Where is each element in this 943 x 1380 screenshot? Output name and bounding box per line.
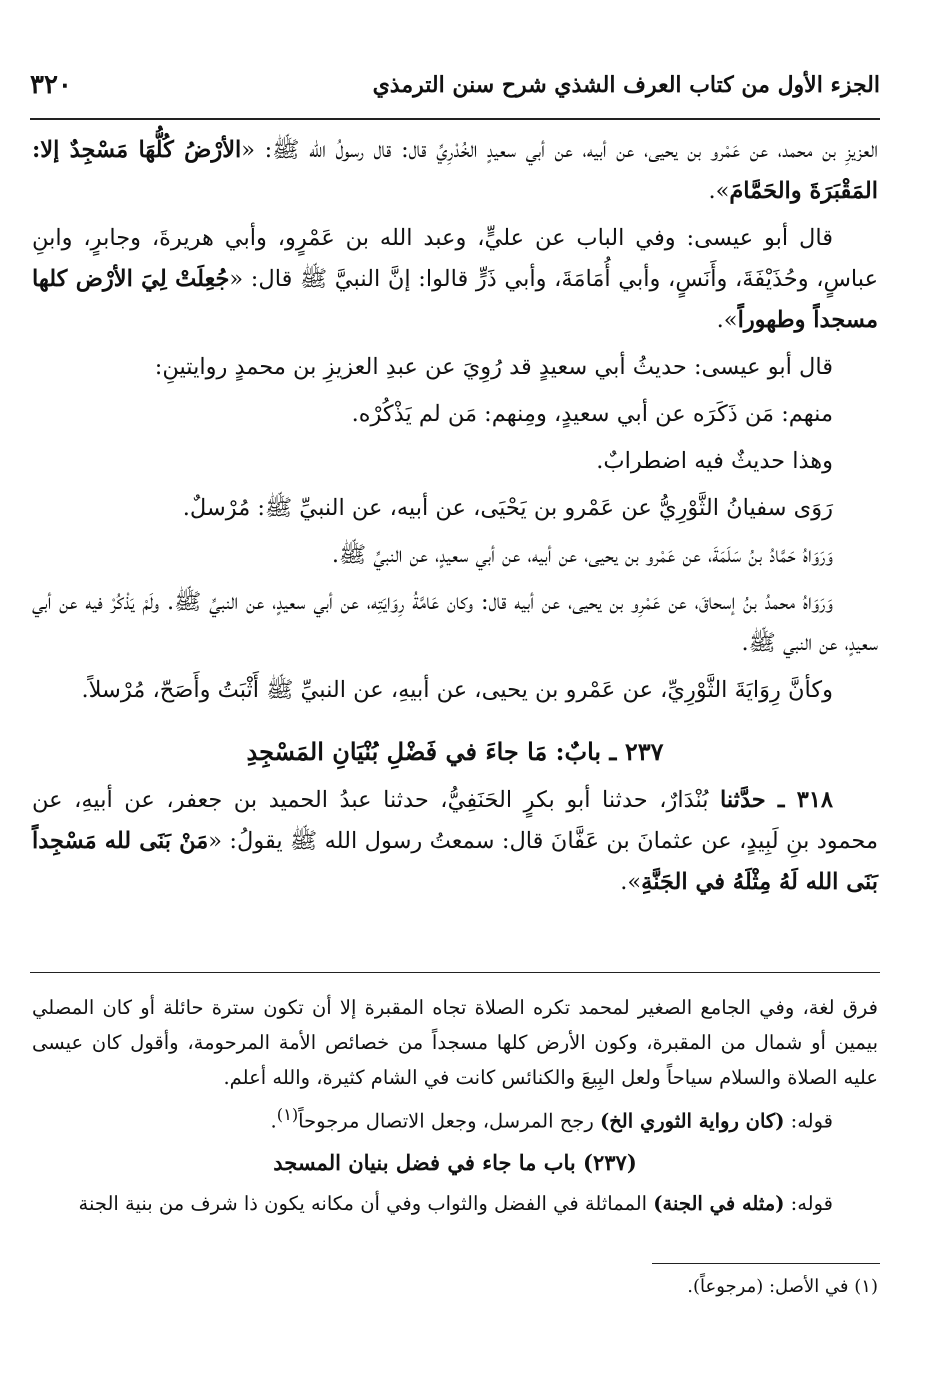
commentary-paragraph: قوله: (كان رواية الثوري الخ) رجح المرسل، وجعل الاتصال مرجوحاً$^{(١)}$. [270,1105,833,1133]
commentary-paragraph: فرق لغة، وفي الجامع الصغير لمحمد تكره الصلاة تجاه المقبرة إلا أن تكون سترة حائلة أو كان المصلي بيمين أو شمال من المقبرة، وكون الأرض كلها مسجداً من خصائص الأمة المرحومة، وأقول كان عيسى عليه الصلاة والسلام سياحاً ولعل البِيعَ والكنائس كانت في الشام كثيرة، والله أعلم. [32,996,878,1089]
footnote-marker[interactable]: (١) [276,1105,299,1124]
main-text [32,130,878,909]
hadith-number: ٣١٨ ـ حدَّثنا [720,787,833,813]
footnotes [32,1272,878,1302]
paragraph-thawri: رَوَى سفيانُ الثَّوْرِيُّ عن عَمْرو بن يَحْيَى، عن أبيه، عن النبيِّ ﷺ: مُرْسلٌ. [182,495,833,521]
hadith-matn: مَنْ بَنَى لله مَسْجِداً بَنَى الله لَهُ مِثْلَهُ في الجَنَّةِ [32,828,878,895]
chapter-heading: ٢٣٧ ـ بابٌ: مَا جاءَ في فَضْلِ بُنْيَانِ المَسْجِدِ [246,737,664,766]
page-number: ٣٢٠ [30,70,72,100]
paragraph-minhum: منهم: مَن ذَكَرَه عن أبي سعيدٍ، ومِنهم: مَن لم يَذْكُرْه. [351,401,833,427]
running-title: الجزء الأول من كتاب العرف الشذي شرح سنن الترمذي [372,72,880,98]
paragraph-hadith-continuation: العزيزِ بن محمد، عن عَمْرو بن يحيى، عن أبيه، عن أبي سعيدٍ الخُدْرِيِّ قال: قال رسولُ الله ﷺ: «الأرْضُ كُلُّهَا مَسْجِدٌ إلا: المَقْبَرَةَ والحَمَّامَ». [32,137,878,204]
paragraph-bab-references: قال أبو عيسى: وفي الباب عن عليٍّ، وعبد الله بن عَمْرٍو، وأبي هريرةَ، وجابرٍ، وابنِ عباسٍ، وحُذَيْفَةَ، وأَنَسٍ، وأبي أُمَامَةَ، وأبي ذَرٍّ قالوا: إنَّ النبيَّ ﷺ قال: «جُعِلَتْ لِيَ الأرْض كلها مسجداً وطهوراً». [32,225,879,333]
commentary-paragraph: قوله: (مثله في الجنة) المماثلة في الفضل والثواب وفي أن مكانه يكون ذا شرف من بنية الجنة [78,1191,833,1215]
paragraph-idtirab: وهذا حديثٌ فيه اضطرابٌ. [596,448,833,474]
paragraph-abu-isa: قال أبو عيسى: حديثُ أبي سعيدٍ قد رُوِيَ عن عبدِ العزيزِ بن محمدٍ روايتينِ: [154,354,833,380]
paragraph-hammad: وَرَوَاهُ حَمَّادُ بنُ سَلَمَةَ، عن عَمْرو بن يحيى، عن أبيه، عن أبي سعيدٍ، عن النبيِّ ﷺ. [331,542,833,568]
paragraph-hadith-318: ٣١٨ ـ حدَّثنا بُنْدَارٌ، حدثنا أبو بكرٍ الحَنَفِيُّ، حدثنا عبدُ الحميد بن جعفر، عن أبيهِ، عن محمود بنِ لَبِيدٍ، عن عثمانَ بن عَفَّانَ قال: سمعتُ رسول الله ﷺ يقولُ: «مَنْ بَنَى لله مَسْجِداً بَنَى الله لَهُ مِثْلَهُ في الجَنَّةِ». [32,787,878,895]
hadith-matn: الأرْضُ كُلُّهَا مَسْجِدٌ إلا: المَقْبَرَةَ والحَمَّامَ [32,137,878,204]
page-header [30,62,880,108]
header-rule [30,118,880,120]
footnote-rule [652,1263,880,1264]
paragraph-ibn-ishaq: وَرَوَاهُ محمدُ بنُ إسحاقَ، عن عَمْرِو بن يحيى، عن أبيه قال: وكان عَامَّةُ رِوَايَتِه، عن أبي سعيدٍ، عن النبيِّ ﷺ. ولَمْ يَذْكُرْ فيه عن أبي سعيدٍ، عن النبي ﷺ. [32,589,878,656]
footnote: (١) في الأصل: (مرجوعاً). [687,1276,878,1297]
paragraph-conclusion: وكأنَّ رِوَايَةَ الثَّوْرِيِّ، عن عَمْرو بن يحيى، عن أبيهِ، عن النبيِّ ﷺ أَثْبَتُ وأَصَحّ، مُرْسلاً. [81,677,833,703]
commentary-heading: (٢٣٧) باب ما جاء في فضل بنيان المسجد [273,1149,637,1175]
commentary-text [32,990,878,1223]
hadith-matn: جُعِلَتْ لِيَ الأرْض كلها مسجداً وطهوراً [32,266,878,333]
commentary-rule [30,972,880,973]
